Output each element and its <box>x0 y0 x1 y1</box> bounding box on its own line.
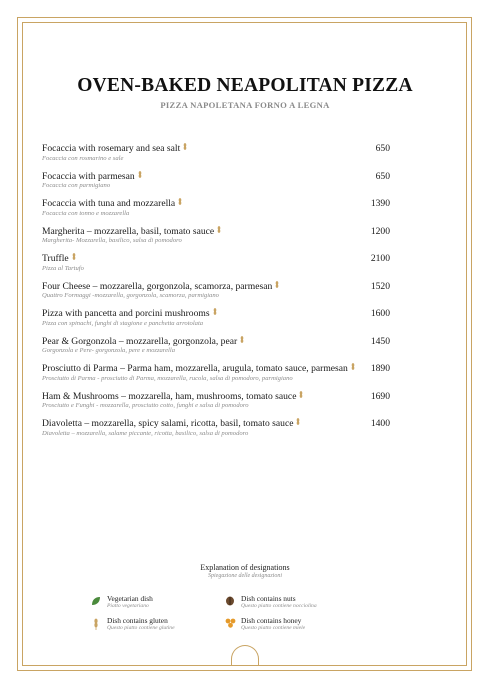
item-translation: Margherita- Mozzarella, basilico, salsa di pomodoro <box>42 237 182 244</box>
item-name: Focaccia with parmesan <box>42 170 135 182</box>
item-name: Pizza with pancetta and porcini mushrooms <box>42 308 210 319</box>
wheat-icon <box>72 253 76 261</box>
legend-label: Dish contains gluten <box>107 616 168 625</box>
legend-sub: Questo piatto contiene nocciolina <box>241 603 317 609</box>
item-translation: Diavoletta – mozzarella, salame piccante, ricotta, basilico, salsa di pomodoro <box>42 429 249 437</box>
item-price: 2100 <box>370 253 390 264</box>
item-name: Focaccia with tuna and mozzarella <box>42 198 176 209</box>
item-price: 1390 <box>370 198 390 209</box>
menu-list <box>42 143 392 446</box>
legend-label: Vegetarian dish <box>107 594 153 603</box>
legend-subheading: Spiegazione delle designazioni <box>208 573 282 579</box>
item-name: Pear & Gorgonzola – mozzarella, gorgonzola, pear <box>42 335 238 347</box>
honey-icon <box>225 618 236 628</box>
item-price: 650 <box>375 143 390 154</box>
item-price: 650 <box>375 170 390 182</box>
legend-sub: Piatto vegetariano <box>107 603 149 609</box>
wheat-icon <box>213 308 217 316</box>
wheat-icon <box>178 198 182 206</box>
menu-item <box>42 363 392 383</box>
item-name: Diavoletta – mozzarella, spicy salami, ricotta, basil, tomato sauce <box>42 418 294 429</box>
item-name: Four Cheese – mozzarella, gorgonzola, scamorza, parmesan <box>42 280 273 292</box>
item-translation: Quattro Formaggi -mozzarella, gorgonzola, scamorza, parmigiano <box>42 292 219 299</box>
menu-item <box>42 308 392 328</box>
item-name: Margherita – mozzarella, basil, tomato sauce <box>42 225 215 237</box>
item-translation: Pizza con spinachi, funghi di stagione e panchetta arrotolata <box>42 319 204 327</box>
wheat-icon <box>91 618 101 630</box>
legend-label: Dish contains nuts <box>241 594 296 603</box>
leaf-icon <box>91 596 101 606</box>
item-translation: Focaccia con rosmarino e sale <box>42 154 124 162</box>
item-price: 1890 <box>370 363 390 374</box>
item-translation: Pizza al Tartufo <box>42 264 84 272</box>
menu-item <box>42 281 392 301</box>
legend-gluten <box>107 616 175 632</box>
wheat-icon <box>240 336 244 344</box>
legend-honey <box>241 616 305 632</box>
menu-item <box>42 143 392 163</box>
item-name: Ham & Mushrooms – mozzarella, ham, mushrooms, tomato sauce <box>42 390 297 402</box>
wheat-icon <box>351 363 355 371</box>
item-price: 1690 <box>370 390 390 402</box>
page-subtitle: PIZZA NAPOLETANA FORNO A LEGNA <box>160 100 330 110</box>
wheat-icon <box>296 418 300 426</box>
legend-vegetarian <box>107 594 153 610</box>
wheat-icon <box>275 281 279 289</box>
menu-item <box>42 171 392 191</box>
legend-heading: Explanation of designations <box>200 563 290 572</box>
wheat-icon <box>299 391 303 399</box>
menu-item <box>42 418 392 438</box>
item-price: 1520 <box>370 280 390 292</box>
nut-icon <box>225 596 235 606</box>
item-translation: Prosciutto e Funghi - mozzarella, prosciutto cotto, funghi e salsa di pomodoro <box>42 402 249 409</box>
legend-sub: Questo piatto contiene glutine <box>107 625 175 631</box>
legend-label: Dish contains honey <box>241 616 302 625</box>
item-translation: Prosciutto di Parma - prosciutto di Parma, mozzarella, rucola, salsa di pomodoro, parmigiano <box>42 374 293 382</box>
menu-item <box>42 391 392 411</box>
item-translation: Focaccia con parmigiano <box>42 182 111 189</box>
frame-notch <box>231 645 259 665</box>
wheat-icon <box>183 143 187 151</box>
item-price: 1400 <box>370 418 390 429</box>
item-translation: Gorgonzola e Pere- gorgonzola, pere e mozzarella <box>42 347 176 354</box>
item-price: 1600 <box>370 308 390 319</box>
menu-item <box>42 336 392 356</box>
item-translation: Focaccia con tonno e mozzarella <box>42 209 130 217</box>
menu-item <box>42 253 392 273</box>
wheat-icon <box>217 226 221 234</box>
menu-item <box>42 226 392 246</box>
item-name: Focaccia with rosemary and sea salt <box>42 143 181 154</box>
legend-sub: Questo piatto contiene miele <box>241 625 306 631</box>
item-price: 1450 <box>370 335 390 347</box>
item-price: 1200 <box>370 225 390 237</box>
page-title: OVEN-BAKED NEAPOLITAN PIZZA <box>77 75 413 96</box>
item-name: Prosciutto di Parma – Parma ham, mozzarella, arugula, tomato sauce, parmesan <box>42 363 348 374</box>
item-name: Truffle <box>42 253 69 264</box>
menu-item <box>42 198 392 218</box>
wheat-icon <box>138 171 142 179</box>
legend-nuts <box>241 594 317 610</box>
